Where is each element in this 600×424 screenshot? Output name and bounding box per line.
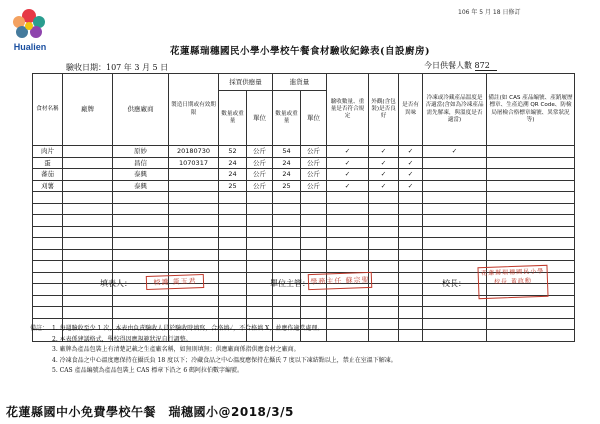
table-row [33, 203, 575, 215]
cell-p-unit [247, 295, 273, 307]
cell-supplier: 昌信 [113, 157, 169, 169]
unit-head-stamp: 學務主任 蘇宗聖 [308, 272, 373, 290]
page-title: 花蓮縣瑞穗國民小學小學校午餐食材驗收紀錄表(自設廚房) [170, 46, 430, 57]
note-3: 3. 廠牌為產品包裝上有清楚記載之生產廠名稱，如無則填無；供應廠商係指供應食材之廠商。 [52, 346, 300, 354]
cell-odor [399, 261, 423, 273]
cell-date [169, 203, 219, 215]
table-row [33, 192, 575, 204]
cell-appearance [369, 249, 399, 261]
cell-match [327, 203, 369, 215]
cell-r-unit [301, 192, 327, 204]
cell-appearance [369, 192, 399, 204]
cell-r-qty: 24 [273, 169, 301, 181]
cell-brand [63, 249, 113, 261]
cell-p-unit: 公斤 [247, 180, 273, 192]
cell-p-unit [247, 284, 273, 296]
cell-remark [487, 226, 575, 238]
cell-r-unit [301, 238, 327, 250]
col-received-qty: 數量或重量 [273, 91, 301, 146]
cell-date [169, 261, 219, 273]
cell-item: 肉片 [33, 146, 63, 158]
cell-p-qty: 24 [219, 157, 247, 169]
cell-p-qty [219, 226, 247, 238]
cell-r-qty [273, 307, 301, 319]
cell-remark [487, 169, 575, 181]
cell-supplier [113, 249, 169, 261]
cell-odor [399, 226, 423, 238]
cell-r-qty [273, 203, 301, 215]
col-date: 製造日期或有效期限 [169, 74, 219, 146]
cell-p-qty [219, 272, 247, 284]
cell-p-unit [247, 215, 273, 227]
cell-item [33, 226, 63, 238]
col-item: 食材名稱 [33, 74, 63, 146]
cell-date [169, 192, 219, 204]
meal-count-label: 今日供餐人數 [424, 61, 472, 70]
cell-brand [63, 203, 113, 215]
cell-odor: ✓ [399, 180, 423, 192]
cell-appearance: ✓ [369, 169, 399, 181]
col-supplier: 供應廠商 [113, 74, 169, 146]
food-receipt-table [32, 73, 575, 342]
cell-odor [399, 249, 423, 261]
cell-remark [487, 146, 575, 158]
cell-match [327, 249, 369, 261]
cell-p-unit [247, 192, 273, 204]
cell-brand [63, 215, 113, 227]
cell-supplier [113, 203, 169, 215]
cell-odor [399, 238, 423, 250]
cell-item [33, 261, 63, 273]
note-2: 2. 本表係建議格式，學校得因應規範狀況自行調整。 [52, 335, 192, 343]
table-row [33, 157, 575, 169]
cell-supplier [113, 261, 169, 273]
principal-stamp: 花蓮縣瑞穗國民小學 校長 黃政勳 [477, 265, 548, 299]
cell-item [33, 272, 63, 284]
cell-supplier [113, 307, 169, 319]
cell-brand [63, 169, 113, 181]
col-match: 驗收數量、重量是否符合規定 [327, 74, 369, 146]
cell-temp [423, 249, 487, 261]
cell-p-qty [219, 284, 247, 296]
cell-supplier [113, 192, 169, 204]
cell-supplier [113, 226, 169, 238]
cell-item [33, 203, 63, 215]
cell-match: ✓ [327, 180, 369, 192]
cell-appearance: ✓ [369, 157, 399, 169]
cell-p-unit [247, 226, 273, 238]
cell-r-qty: 24 [273, 157, 301, 169]
cell-appearance [369, 295, 399, 307]
cell-item: 刈薯 [33, 180, 63, 192]
cell-item: 蕃茄 [33, 169, 63, 181]
cell-date [169, 307, 219, 319]
cell-match [327, 261, 369, 273]
cell-appearance [369, 203, 399, 215]
cell-supplier: 原妙 [113, 146, 169, 158]
meal-count-value: 872 [475, 61, 497, 71]
cell-p-unit [247, 249, 273, 261]
cell-item [33, 192, 63, 204]
cell-r-qty: 54 [273, 146, 301, 158]
cell-odor [399, 284, 423, 296]
cell-item [33, 215, 63, 227]
cell-remark [487, 249, 575, 261]
notes [30, 324, 590, 377]
table-row [33, 249, 575, 261]
receipt-rows [33, 146, 575, 342]
cell-r-qty [273, 249, 301, 261]
cell-p-qty [219, 295, 247, 307]
cell-r-qty [273, 261, 301, 273]
cell-odor: ✓ [399, 157, 423, 169]
cell-brand [63, 157, 113, 169]
cell-date [169, 295, 219, 307]
cell-odor: ✓ [399, 169, 423, 181]
cell-brand [63, 295, 113, 307]
cell-brand [63, 238, 113, 250]
note-4: 4. 冷凍食品之中心溫度應保持在攝氏負 18 度以下；冷藏食品之中心溫度應保持在攝氏 7 度以下凍結點以上，禁止在室溫下解凍。 [52, 356, 397, 364]
cell-brand [63, 146, 113, 158]
photo-caption: 花蓮縣國中小免費學校午餐 瑞穗國小@2018/3/5 [6, 405, 294, 419]
cell-match [327, 307, 369, 319]
table-row [33, 169, 575, 181]
cell-brand [63, 180, 113, 192]
cell-match [327, 226, 369, 238]
cell-p-unit [247, 307, 273, 319]
cell-temp [423, 307, 487, 319]
cell-r-unit [301, 203, 327, 215]
cell-p-qty: 24 [219, 169, 247, 181]
cell-supplier [113, 215, 169, 227]
cell-odor [399, 272, 423, 284]
cell-p-unit: 公斤 [247, 157, 273, 169]
table-row [33, 238, 575, 250]
cell-item [33, 284, 63, 296]
logo-text: Hualien [13, 42, 47, 52]
cell-p-unit [247, 238, 273, 250]
cell-p-unit: 公斤 [247, 146, 273, 158]
cell-odor: ✓ [399, 146, 423, 158]
revision-date: 106 年 5 月 18 日修訂 [458, 9, 521, 16]
cell-remark [487, 215, 575, 227]
cell-temp [423, 169, 487, 181]
cell-supplier [113, 295, 169, 307]
col-purchase-qty: 數量或重量 [219, 91, 247, 146]
cell-temp [423, 180, 487, 192]
cell-r-unit [301, 261, 327, 273]
cell-appearance [369, 238, 399, 250]
cell-brand [63, 226, 113, 238]
cell-temp [423, 238, 487, 250]
cell-r-qty [273, 226, 301, 238]
cell-remark [487, 180, 575, 192]
table-row [33, 226, 575, 238]
cell-supplier: 泰興 [113, 169, 169, 181]
cell-match: ✓ [327, 146, 369, 158]
cell-match [327, 238, 369, 250]
cell-r-qty [273, 238, 301, 250]
cell-r-qty [273, 215, 301, 227]
cell-remark [487, 238, 575, 250]
cell-odor [399, 295, 423, 307]
cell-temp [423, 226, 487, 238]
meal-count [424, 60, 497, 71]
cell-r-qty [273, 192, 301, 204]
cell-p-qty [219, 192, 247, 204]
cell-r-unit: 公斤 [301, 146, 327, 158]
table-row [33, 146, 575, 158]
cell-r-unit [301, 295, 327, 307]
note-5: 5. CAS 產品編號為產品包裝上 CAS 標章下沿之 6 碼阿拉伯數字編號。 [52, 367, 244, 375]
cell-p-qty: 25 [219, 180, 247, 192]
cell-date [169, 180, 219, 192]
cell-p-qty [219, 238, 247, 250]
cell-r-unit: 公斤 [301, 157, 327, 169]
cell-date: 1070317 [169, 157, 219, 169]
filler-label: 填表人： [100, 279, 132, 288]
cell-temp: ✓ [423, 146, 487, 158]
cell-p-qty: 52 [219, 146, 247, 158]
cell-remark [487, 192, 575, 204]
cell-p-qty [219, 307, 247, 319]
cell-p-qty [219, 249, 247, 261]
cell-odor [399, 215, 423, 227]
table-row [33, 180, 575, 192]
cell-brand [63, 261, 113, 273]
cell-item [33, 307, 63, 319]
cell-item [33, 238, 63, 250]
cell-match [327, 295, 369, 307]
cell-date [169, 226, 219, 238]
cell-match [327, 215, 369, 227]
table-row [33, 215, 575, 227]
col-appearance: 外觀(含包裝)是否良好 [369, 74, 399, 146]
cell-appearance [369, 226, 399, 238]
cell-r-unit [301, 249, 327, 261]
cell-remark [487, 157, 575, 169]
cell-remark [487, 203, 575, 215]
table-row [33, 307, 575, 319]
col-purchase: 採買供應量 [219, 74, 273, 91]
cell-match: ✓ [327, 157, 369, 169]
cell-p-unit [247, 203, 273, 215]
cell-match: ✓ [327, 169, 369, 181]
cell-odor [399, 192, 423, 204]
cell-date [169, 169, 219, 181]
principal-label: 校長： [442, 279, 466, 288]
cell-date [169, 238, 219, 250]
cell-appearance [369, 284, 399, 296]
cell-date: 20180730 [169, 146, 219, 158]
cell-item: 蛋 [33, 157, 63, 169]
cell-r-qty [273, 295, 301, 307]
cell-brand [63, 307, 113, 319]
cell-item [33, 295, 63, 307]
cell-p-unit [247, 272, 273, 284]
cell-appearance: ✓ [369, 146, 399, 158]
cell-p-unit: 公斤 [247, 169, 273, 181]
cell-temp [423, 192, 487, 204]
col-purchase-unit: 單位 [247, 91, 273, 146]
cell-odor [399, 307, 423, 319]
cell-r-unit [301, 215, 327, 227]
cell-p-unit [247, 261, 273, 273]
cell-r-unit [301, 226, 327, 238]
notes-label: 備註： [30, 325, 49, 332]
cell-r-qty: 25 [273, 180, 301, 192]
cell-temp [423, 295, 487, 307]
unit-head-label: 單位主管： [270, 279, 310, 288]
col-received-unit: 單位 [301, 91, 327, 146]
cell-appearance [369, 215, 399, 227]
cell-r-unit [301, 307, 327, 319]
cell-item [33, 249, 63, 261]
cell-remark [487, 307, 575, 319]
cell-date [169, 215, 219, 227]
cell-temp [423, 203, 487, 215]
cell-supplier: 泰興 [113, 180, 169, 192]
filler-stamp: 校護 黃玉君 [146, 274, 204, 290]
col-odor: 是否有異味 [399, 74, 423, 146]
cell-appearance: ✓ [369, 180, 399, 192]
cell-supplier [113, 238, 169, 250]
col-temp: 冷凍或冷藏產品溫度是否適當(含如為冷凍產品需先解凍，與溫度是否適當) [423, 74, 487, 146]
cell-appearance [369, 261, 399, 273]
cell-appearance [369, 272, 399, 284]
cell-r-unit: 公斤 [301, 169, 327, 181]
inspection-date: 驗收日期：107 年 3 月 5 日 [66, 63, 169, 72]
cell-p-qty [219, 203, 247, 215]
cell-odor [399, 203, 423, 215]
cell-match [327, 192, 369, 204]
cell-r-unit: 公斤 [301, 180, 327, 192]
cell-brand [63, 192, 113, 204]
col-received: 進貨量 [273, 74, 327, 91]
cell-date [169, 249, 219, 261]
cell-appearance [369, 307, 399, 319]
cell-temp [423, 157, 487, 169]
col-remark: 備註(如 CAS 產品編號、產銷履歷標章、生產追溯 QR Code、防檢局屠檢合格標章編號、異常狀況等) [487, 74, 575, 146]
cell-p-qty [219, 215, 247, 227]
note-1: 1. 每週驗收至少 1 次，本表由負責驗收人員於驗收時填寫，合格填✓，不合格填 X，並應作適當處理。 [52, 325, 324, 332]
col-brand: 廠牌 [63, 74, 113, 146]
cell-temp [423, 215, 487, 227]
cell-p-qty [219, 261, 247, 273]
